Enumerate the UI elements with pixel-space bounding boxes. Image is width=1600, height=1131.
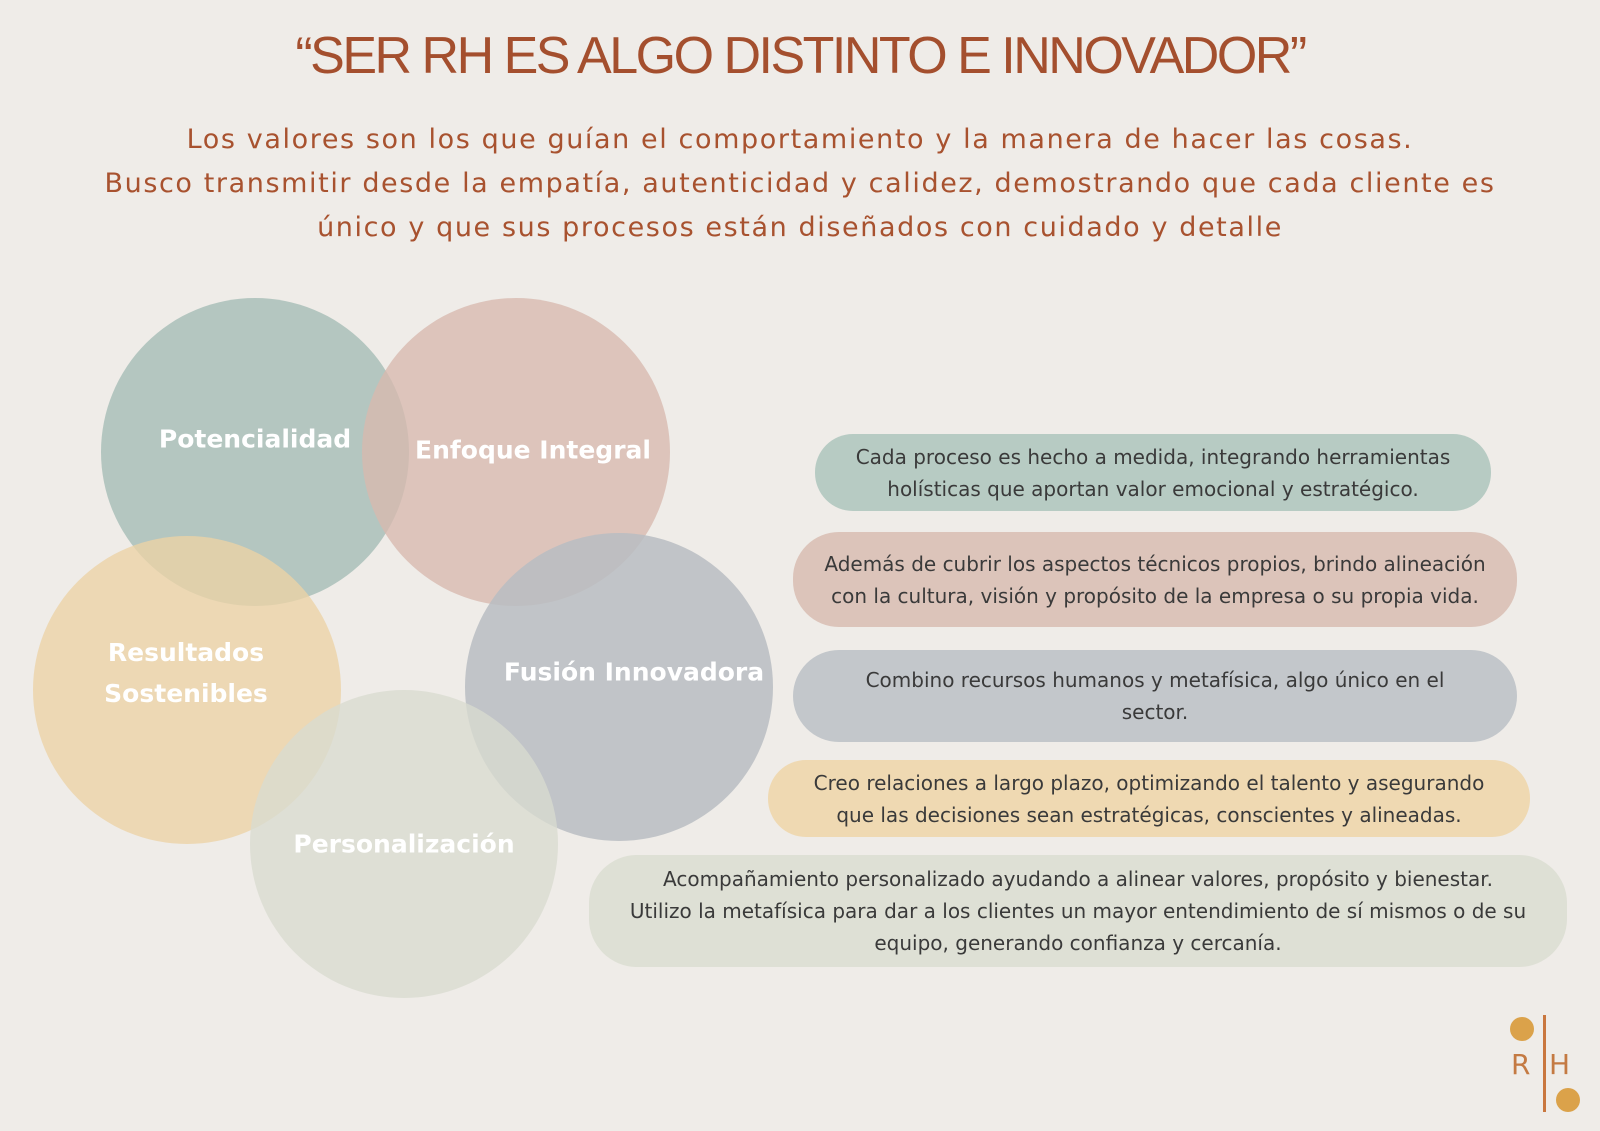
intro-line: Busco transmitir desde la empatía, autenticidad y calidez, demostrando que cada cliente es	[104, 168, 1496, 199]
description-pill-3	[793, 650, 1517, 742]
logo-divider	[1543, 1015, 1546, 1112]
logo-letter-r: R	[1511, 1048, 1531, 1081]
intro-line: único y que sus procesos están diseñados con cuidado y detalle	[317, 212, 1283, 243]
circle-label-personalizacion: Personalización	[293, 829, 515, 859]
description-pill-4	[768, 760, 1530, 837]
description-text: Además de cubrir los aspectos técnicos propios, brindo alineación con la cultura, visión y propósito de la empresa o su propia vida.	[824, 551, 1486, 608]
intro-text	[60, 118, 1540, 250]
description-text: Combino recursos humanos y metafísica, algo único en el sector.	[865, 668, 1445, 724]
circle-label-enfoque-integral: Enfoque Integral	[415, 435, 651, 465]
description-text: Acompañamiento personalizado ayudando a alinear valores, propósito y bienestar. Utilizo la metafísica para dar a los clientes un mayor entendimiento de sí mismos o de su equipo, generando confianza y cercanía.	[629, 867, 1527, 955]
description-text: Creo relaciones a largo plazo, optimizando el talento y asegurando que las decisiones sean estratégicas, conscientes y alineadas.	[813, 770, 1485, 827]
description-pill-1	[815, 434, 1491, 511]
circle-label-potencialidad: Potencialidad	[158, 424, 352, 454]
circle-label-fusion-innovadora: Fusión Innovadora	[503, 657, 765, 687]
description-pill-5	[589, 855, 1567, 967]
circle-label-resultados-sostenibles: Resultados Sostenibles	[104, 638, 268, 708]
logo-dot-bottom	[1556, 1088, 1580, 1112]
intro-line: Los valores son los que guían el comportamiento y la manera de hacer las cosas.	[186, 124, 1414, 155]
rh-logo	[1500, 1015, 1570, 1115]
description-pill-2	[793, 532, 1517, 627]
logo-dot-top	[1510, 1017, 1534, 1041]
logo-letter-h: H	[1549, 1048, 1571, 1081]
page-title: “SER RH ES ALGO DISTINTO E INNOVADOR”	[295, 27, 1305, 85]
description-text: Cada proceso es hecho a medida, integrando herramientas holísticas que aportan valor emocional y estratégico.	[855, 444, 1451, 501]
